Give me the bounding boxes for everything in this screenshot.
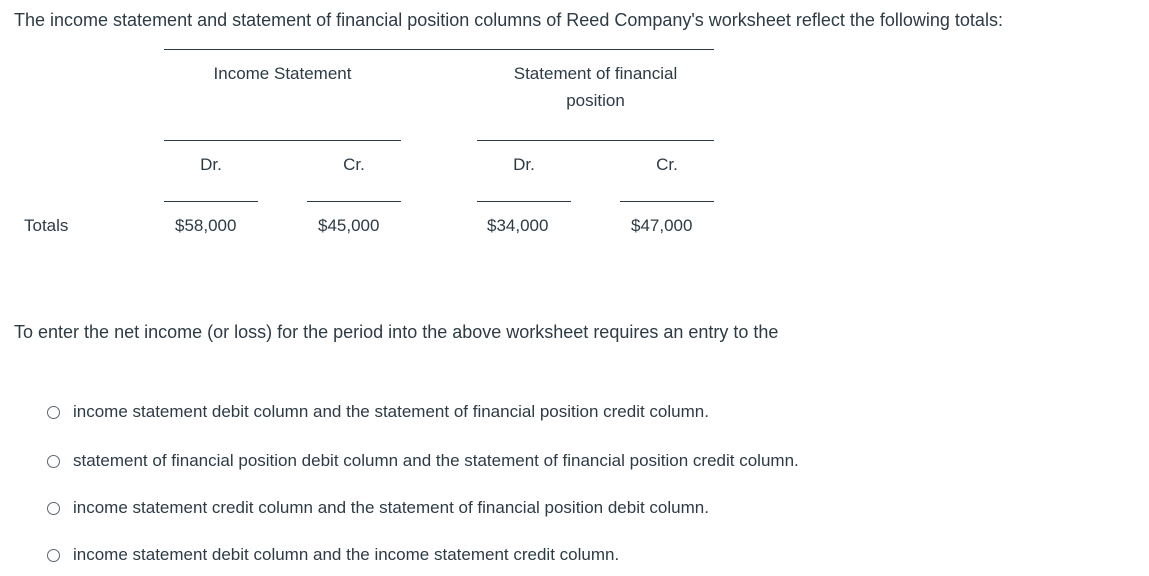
- radio-button-icon[interactable]: [47, 406, 60, 419]
- answer-option-4[interactable]: [47, 545, 619, 565]
- answer-option-label: income statement debit column and the income statement credit column.: [73, 545, 620, 564]
- col-header-sfp-cr: Cr.: [656, 155, 678, 174]
- radio-button-icon[interactable]: [47, 455, 60, 468]
- total-sfp-cr: $47,000: [631, 216, 693, 235]
- col-rule-is-cr: [307, 201, 401, 202]
- row-label-totals: Totals: [24, 216, 69, 235]
- table-top-rule: [164, 49, 714, 50]
- income-statement-header: Income Statement: [213, 64, 352, 83]
- financial-position-rule: [477, 140, 714, 141]
- answer-option-1[interactable]: [47, 402, 709, 422]
- answer-option-label: income statement credit column and the statement of financial position debit column.: [73, 498, 709, 517]
- question-intro: The income statement and statement of financial position columns of Reed Company's worksheet reflect the following totals:: [14, 10, 1003, 30]
- col-header-sfp-dr: Dr.: [513, 155, 535, 174]
- answer-option-2[interactable]: [47, 451, 799, 471]
- col-rule-is-dr: [164, 201, 258, 202]
- answer-option-label: statement of financial position debit column and the statement of financial position credit column.: [73, 451, 799, 470]
- col-rule-sfp-cr: [620, 201, 714, 202]
- question-prompt: To enter the net income (or loss) for the period into the above worksheet requires an entry to the: [14, 322, 779, 342]
- radio-button-icon[interactable]: [47, 502, 60, 515]
- financial-position-header-line1: Statement of financial: [513, 64, 678, 83]
- col-rule-sfp-dr: [477, 201, 571, 202]
- total-is-dr: $58,000: [175, 216, 237, 235]
- answer-option-3[interactable]: [47, 498, 709, 518]
- total-is-cr: $45,000: [318, 216, 380, 235]
- answer-option-label: income statement debit column and the statement of financial position credit column.: [73, 402, 709, 421]
- financial-position-header-line2: position: [566, 91, 625, 110]
- col-header-is-dr: Dr.: [200, 155, 222, 174]
- income-statement-rule: [164, 140, 401, 141]
- radio-button-icon[interactable]: [47, 549, 60, 562]
- total-sfp-dr: $34,000: [487, 216, 549, 235]
- col-header-is-cr: Cr.: [343, 155, 365, 174]
